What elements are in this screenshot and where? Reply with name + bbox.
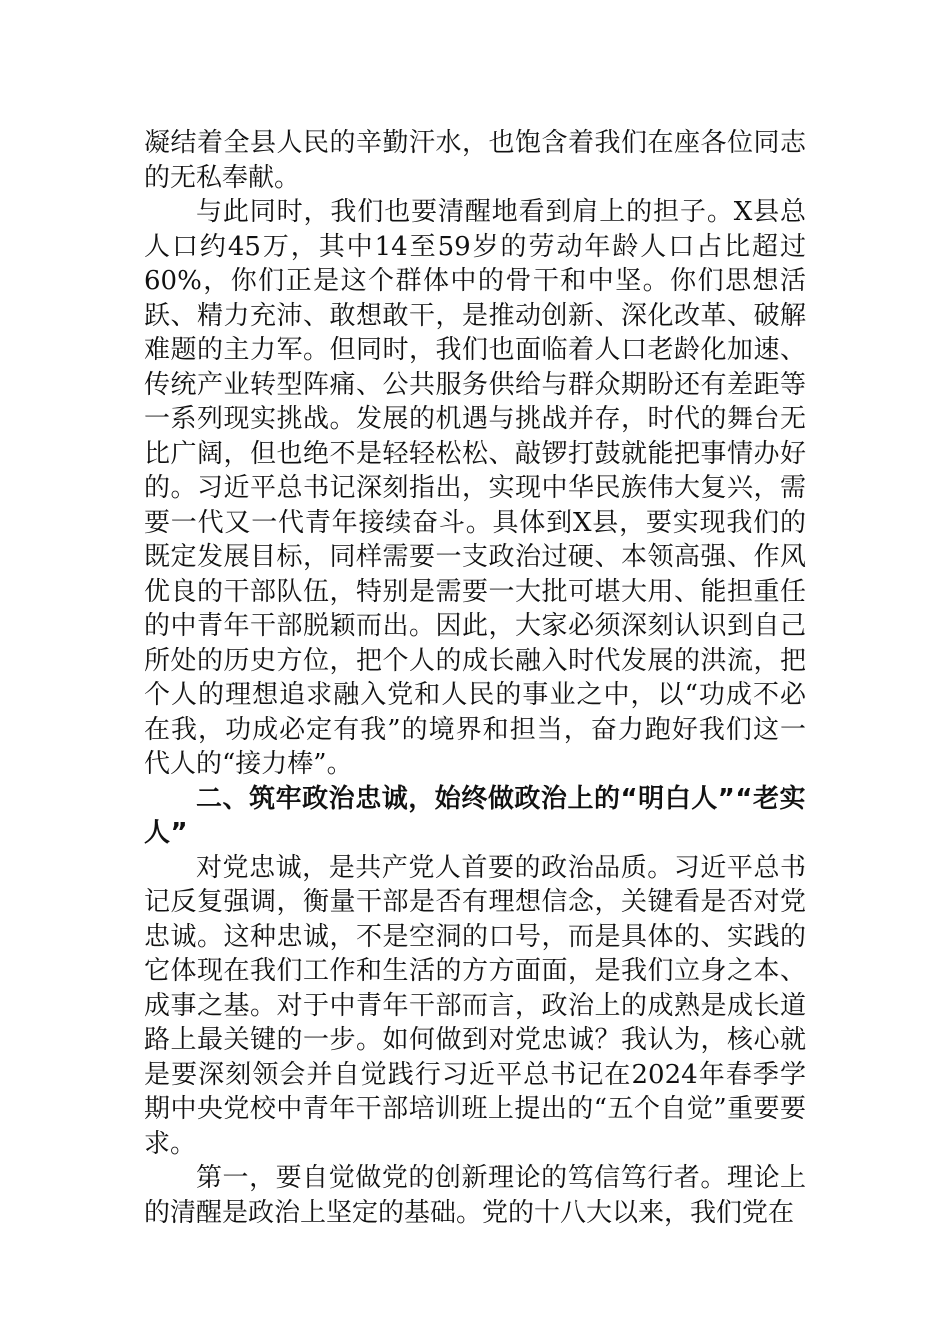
paragraph-loyalty: 对党忠诚，是共产党人首要的政治品质。习近平总书记反复强调，衡量干部是否有理想信念，关键看是否对党忠诚。这种忠诚，不是空洞的口号，而是具体的、实践的它体现在我们工作和生活的方方面面，是我们立身之本、成事之基。对于中青年干部而言，政治上的成熟是成长道路上最关键的一步。如何做到对党忠诚？我认为，核心就是要深刻领会并自觉践行习近平总书记在2024年春季学期中央党校中青年干部培训班上提出的“五个自觉”重要要求。 (144, 852, 806, 1159)
section-heading-political-loyalty: 二、筑牢政治忠诚，始终做政治上的“明白人”“老实人” (144, 783, 806, 848)
document-body (144, 126, 806, 1230)
paragraph-population-challenges: 与此同时，我们也要清醒地看到肩上的担子。X县总人口约45万，其中14至59岁的劳动年龄人口占比超过60%，你们正是这个群体中的骨干和中坚。你们思想活跃、精力充沛、敢想敢干，是推动创新、深化改革、破解难题的主力军。但同时，我们也面临着人口老龄化加速、传统产业转型阵痛、公共服务供给与群众期盼还有差距等一系列现实挑战。发展的机遇与挑战并存，时代的舞台无比广阔，但也绝不是轻轻松松、敲锣打鼓就能把事情办好的。习近平总书记深刻指出，实现中华民族伟大复兴，需要一代又一代青年接续奋斗。具体到X县，要实现我们的既定发展目标，同样需要一支政治过硬、本领高强、作风优良的干部队伍，特别是需要一大批可堪大用、能担重任的中青年干部脱颖而出。因此，大家必须深刻认识到自己所处的历史方位，把个人的成长融入时代发展的洪流，把个人的理想追求融入党和人民的事业之中，以“功成不必在我，功成必定有我”的境界和担当，奋力跑好我们这一代人的“接力棒”。 (144, 197, 806, 779)
paragraph-first-point: 第一，要自觉做党的创新理论的笃信笃行者。理论上的清醒是政治上坚定的基础。党的十八大以来，我们党在 (144, 1163, 806, 1228)
paragraph-continuation: 凝结着全县人民的辛勤汗水，也饱含着我们在座各位同志的无私奉献。 (144, 128, 806, 193)
